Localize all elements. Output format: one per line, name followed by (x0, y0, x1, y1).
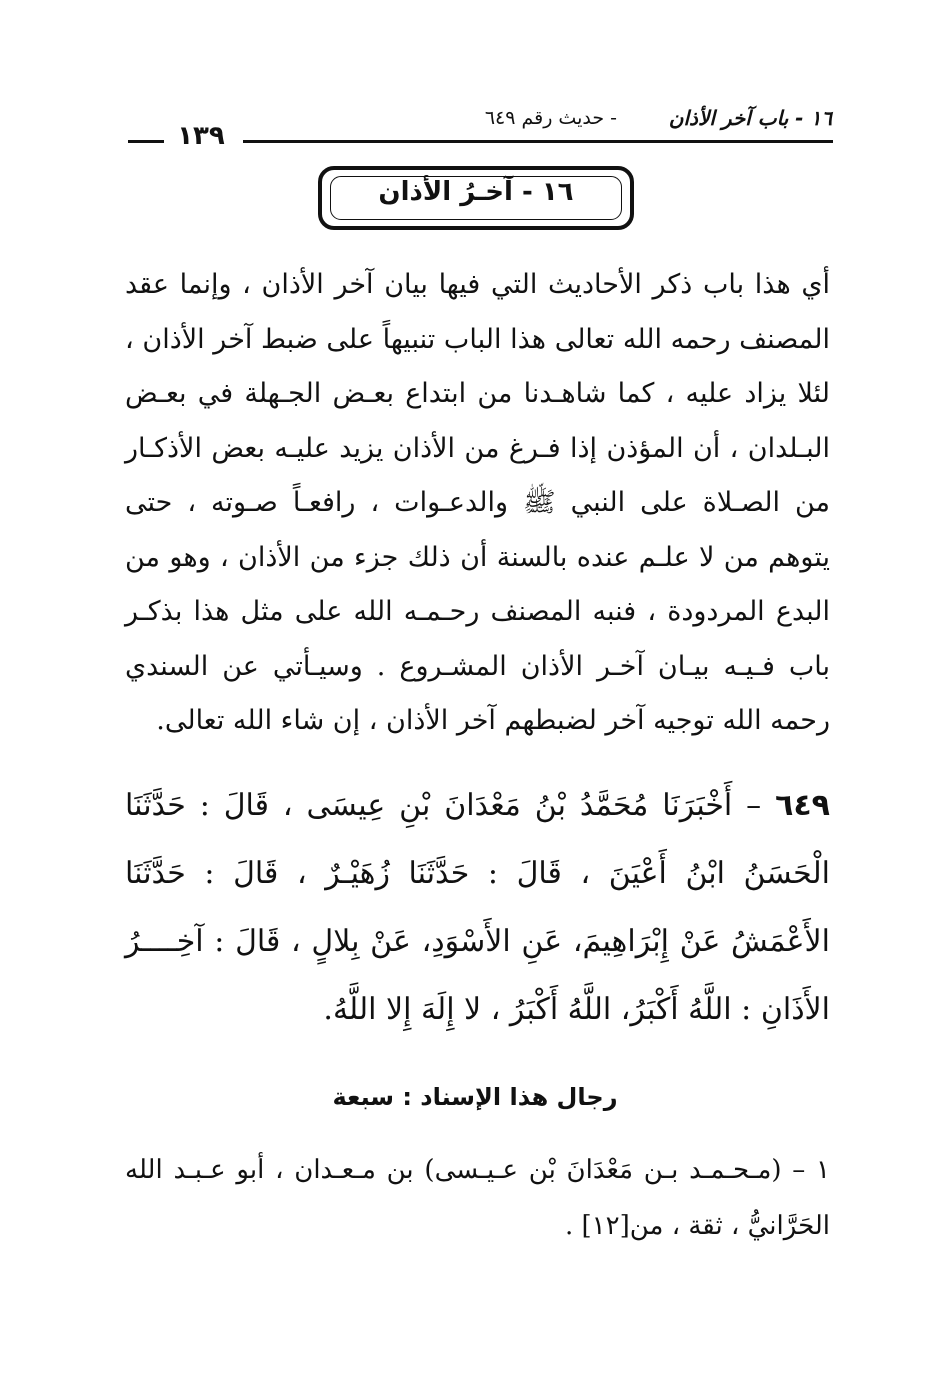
narrator-entry-line-1: ١ – (مـحـمـد بـن مَعْدَانَ بْن عـيـسى) بن مـعـدان ، أبو عـبـد الله (125, 1155, 830, 1185)
narrators-heading: رجال هذا الإسناد : سبعة (332, 1083, 618, 1111)
running-header-chapter: ١٦ - باب آخر الأذان (668, 106, 832, 130)
page-number-dash (128, 140, 164, 143)
narrator-entry-line-2: الحَرَّانيُّ ، ثقة ، من[١٢] . (564, 1211, 830, 1241)
chapter-heading: ١٦ - آخـرُ الأذان (378, 177, 574, 207)
hadith-block (125, 772, 830, 1044)
header-rule (243, 140, 833, 143)
hadith-number: ٦٤٩ (775, 788, 830, 823)
commentary-text: أي هذا باب ذكر الأحاديث التي فيها بيان آخر الأذان ، وإنما عقد المصنف رحمه الله تعالى هذا الباب تنبيهاً على ضبط آخر الأذان ، لئلا يزاد عليه ، كما شاهـدنا من ابتداع بعـض الجـهلة في بعـض البـلدان ، أن المؤذن إذا فـرغ من الأذان يزيد عليـه بعض الأذكـار من الصـلاة على النبي ﷺ والدعـوات ، رافعـاً صـوته ، حتى يتوهم من لا علـم عنده بالسنة أن ذلك جزء من الأذان ، وهو من البدع المردودة ، فنبه المصنف رحـمـه الله على مثل هذا بذكـر باب فـيـه بيـان آخـر الأذان المشـروع . وسيـأتي عن السندي رحمه الله توجيه آخر لضبطهم آخر الأذان ، إن شاء الله تعالى. (125, 269, 830, 736)
narrator-entry (125, 1142, 830, 1254)
page-number: ١٣٩ (177, 121, 225, 151)
chapter-heading-box (318, 166, 634, 230)
hadith-text: – أَخْبَرَنَا مُحَمَّدُ بْنُ مَعْدَانَ بْنِ عِيسَى ، قَالَ : حَدَّثَنَا الْحَسَنُ ابْنُ أَعْيَنَ ، قَالَ : حَدَّثَنَا زُهَيْـرٌ ، قَالَ : حَدَّثَنَا الأَعْمَشُ عَنْ إِبْرَاهِيمَ، عَنِ الأَسْوَدِ، عَنْ بِلالٍ ، قَالَ : آخِــــرُ الأَذَانِ : اللَّهُ أَكْبَرُ، اللَّهُ أَكْبَرُ ، لا إِلَهَ إِلا اللَّهُ. (125, 788, 830, 1027)
commentary-paragraph (125, 258, 830, 749)
running-header-hadith-ref: - حديث رقم ٦٤٩ (484, 107, 617, 129)
